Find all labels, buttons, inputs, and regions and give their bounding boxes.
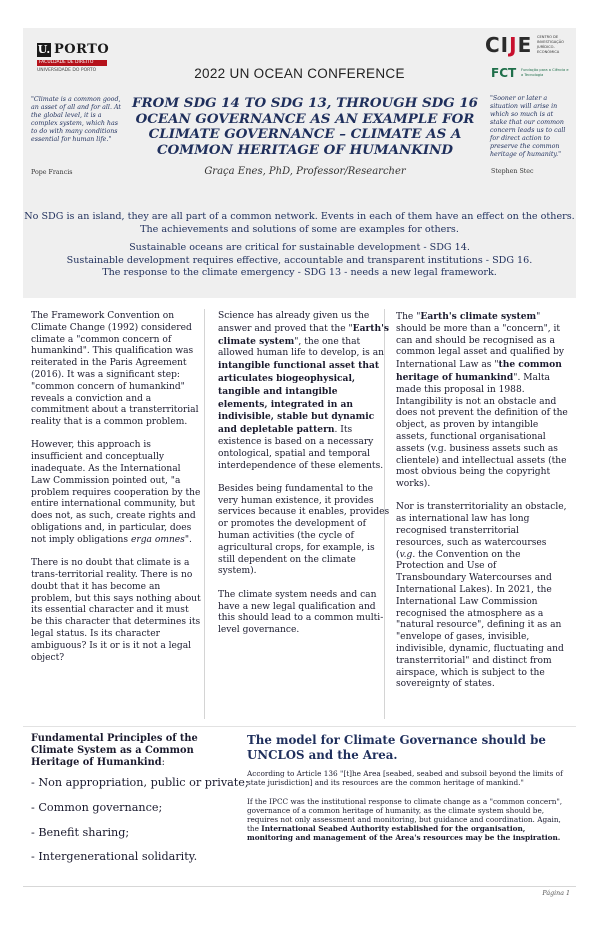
column-divider — [204, 309, 205, 719]
quote-left: "Climate is a common good, an asset of all and for all. At the global level, it is a complex system, which has to do with many conditions essential for human life." — [31, 96, 121, 143]
list-item: - Intergenerational solidarity. — [31, 850, 198, 864]
intro-line: The achievements and solutions of some are examples for others. — [140, 223, 459, 235]
quote-author-right: Stephen Stec — [491, 168, 534, 175]
model-title: The model for Climate Governance should be UNCLOS and the Area. — [247, 733, 546, 762]
column-3 — [396, 311, 568, 703]
intro-network — [23, 211, 576, 236]
logo-faculty: FACULDADE DE DIREITO — [37, 60, 107, 66]
paragraph: The Framework Convention on Climate Change (1992) considered climate a "common concern of humankind". This qualification was reiterated in the Paris Agreement (2016). It was a significant step: "common concern of humankind" reveals a conviction and a commitment about a transterritorial reality that is a common problem. — [31, 311, 199, 428]
paragraph: The climate system needs and can have a new legal qualification and this should lead to a common multi-level governance. — [218, 589, 384, 636]
intro-line: Sustainable oceans are critical for sustainable development - SDG 14. — [129, 242, 470, 253]
paragraph: The "Earth's climate system" should be more than a "concern", it can and should be recognised as a common legal asset and qualified by International Law as "the common heritage of humankind". Malta made this proposal in 1988. Intangibility is not an obstacle and does not prevent the definition of the object, as proven by intangible assets, functional organisational assets (v.g. business assets such as clientele) and intellectual assets (the most obvious being the copyright works). — [396, 311, 568, 490]
logo-word: PORTO — [54, 42, 110, 57]
list-item: - Benefit sharing; — [31, 825, 130, 839]
intro-line: Sustainable development requires effective, accountable and transparent institutions - SDG 16. — [66, 254, 533, 266]
paragraph: If the IPCC was the institutional response to climate change as a "common concern", governance of a common heritage of humanity, as the climate system should be, requires not only assessment and monitoring, but guidance and coordination. Again, the International Seabed Authority established for the organisation, monitoring and management of the Area's resources may be the inspiration. — [247, 796, 563, 843]
poster-title: FROM SDG 14 TO SDG 13, THROUGH SDG 16 OCEAN GOVERNANCE AS AN EXAMPLE FOR CLIMATE GOVERNANCE – CLIMATE AS A COMMON HERITAGE OF HUMANKIND — [132, 95, 478, 158]
intro-sdgs — [23, 242, 576, 280]
logo-mark: U. — [37, 43, 51, 56]
cije-subtitle: CENTRO DE INVESTIGAÇÃO JURÍDICO-ECONÓMICA — [537, 35, 564, 54]
quote-right: "Sooner or later a situation will arise in which so much is at stake that our common concern leads us to call for direct action to preserve the common heritage of humanity." — [490, 95, 566, 158]
model-body — [247, 769, 569, 852]
logo-university: UNIVERSIDADE DO PORTO — [37, 68, 97, 73]
column-2 — [218, 311, 390, 648]
conference-heading: 2022 UN OCEAN CONFERENCE — [194, 66, 405, 81]
list-item: - Common governance; — [31, 800, 163, 814]
principles-title: Fundamental Principles of the Climate System as a Common Heritage of Humankind: — [31, 733, 198, 768]
intro-line: The response to the climate emergency - SDG 13 - needs a new legal framework. — [102, 267, 497, 278]
footer-rule — [23, 886, 576, 887]
fct-wordmark: FCT — [491, 66, 517, 80]
list-item: - Non appropriation, public or private; — [31, 776, 249, 789]
paragraph: According to Article 136 "[t]he Area [seabed, seabed and subsoil beyond the limits of state jurisdiction] and its resources are the common heritage of mankind." — [247, 769, 563, 788]
quote-author-left: Pope Francis — [31, 169, 73, 176]
cije-logo — [485, 33, 570, 61]
cije-wordmark: CIJE — [485, 33, 533, 57]
principles-list — [31, 776, 249, 875]
header-band — [23, 28, 576, 298]
paragraph: There is no doubt that climate is a trans-territorial reality. There is no doubt that it has become an problem, but this says nothing about its essential character and it must be this character that determines its legal status. Is its character ambiguous? Is it or is it not a legal object? — [31, 558, 201, 663]
section-divider — [23, 726, 576, 727]
author-byline: Graça Enes, PhD, Professor/Researcher — [204, 166, 406, 177]
paragraph: Besides being fundamental to the very human existence, it provides services because it enables, provides or promotes the development of human activities (the cycle of agricultural crops, for example, is still dependent on the climate system). — [218, 483, 390, 577]
intro-line: No SDG is an island, they are all part of a common network. Events in each of them have an effect on the others. — [24, 211, 575, 222]
fct-subtitle: Fundação para a Ciência e a Tecnologia — [521, 68, 569, 77]
poster — [23, 28, 576, 898]
paragraph: Nor is transterritoriality an obstacle, as international law has long recognised transterritorial resources, such as watercourses (v.g. the Convention on the Protection and Use of Transboundary Watercourses and International Lakes). In 2021, the International Law Commission recognised the atmosphere as a "natural resource", defining it as an "envelope of gases, invisible, indivisible, dynamic, fluctuating and transterritorial" and distinct from airspace, which is subject to the sovereignty of states. — [396, 502, 567, 690]
page-number: Página 1 — [542, 890, 570, 897]
column-1 — [31, 311, 202, 676]
paragraph: However, this approach is insufficient and conceptually inadequate. As the International Law Commission pointed out, "a problem requires cooperation by the entire international community, but does not, as such, create rights and obligations and, in particular, does not imply obligations erga omnes". — [31, 440, 201, 545]
paragraph: Science has already given us the answer and proved that the "Earth's climate system", the one that allowed human life to develop, is an intangible functional asset that articulates biogeophysical, tangible and intangible elements, integrated in an indivisible, stable but dynamic and depletable pattern. Its existence is based on a necessary ontological, spatial and temporal interdependence of these elements. — [218, 311, 390, 471]
